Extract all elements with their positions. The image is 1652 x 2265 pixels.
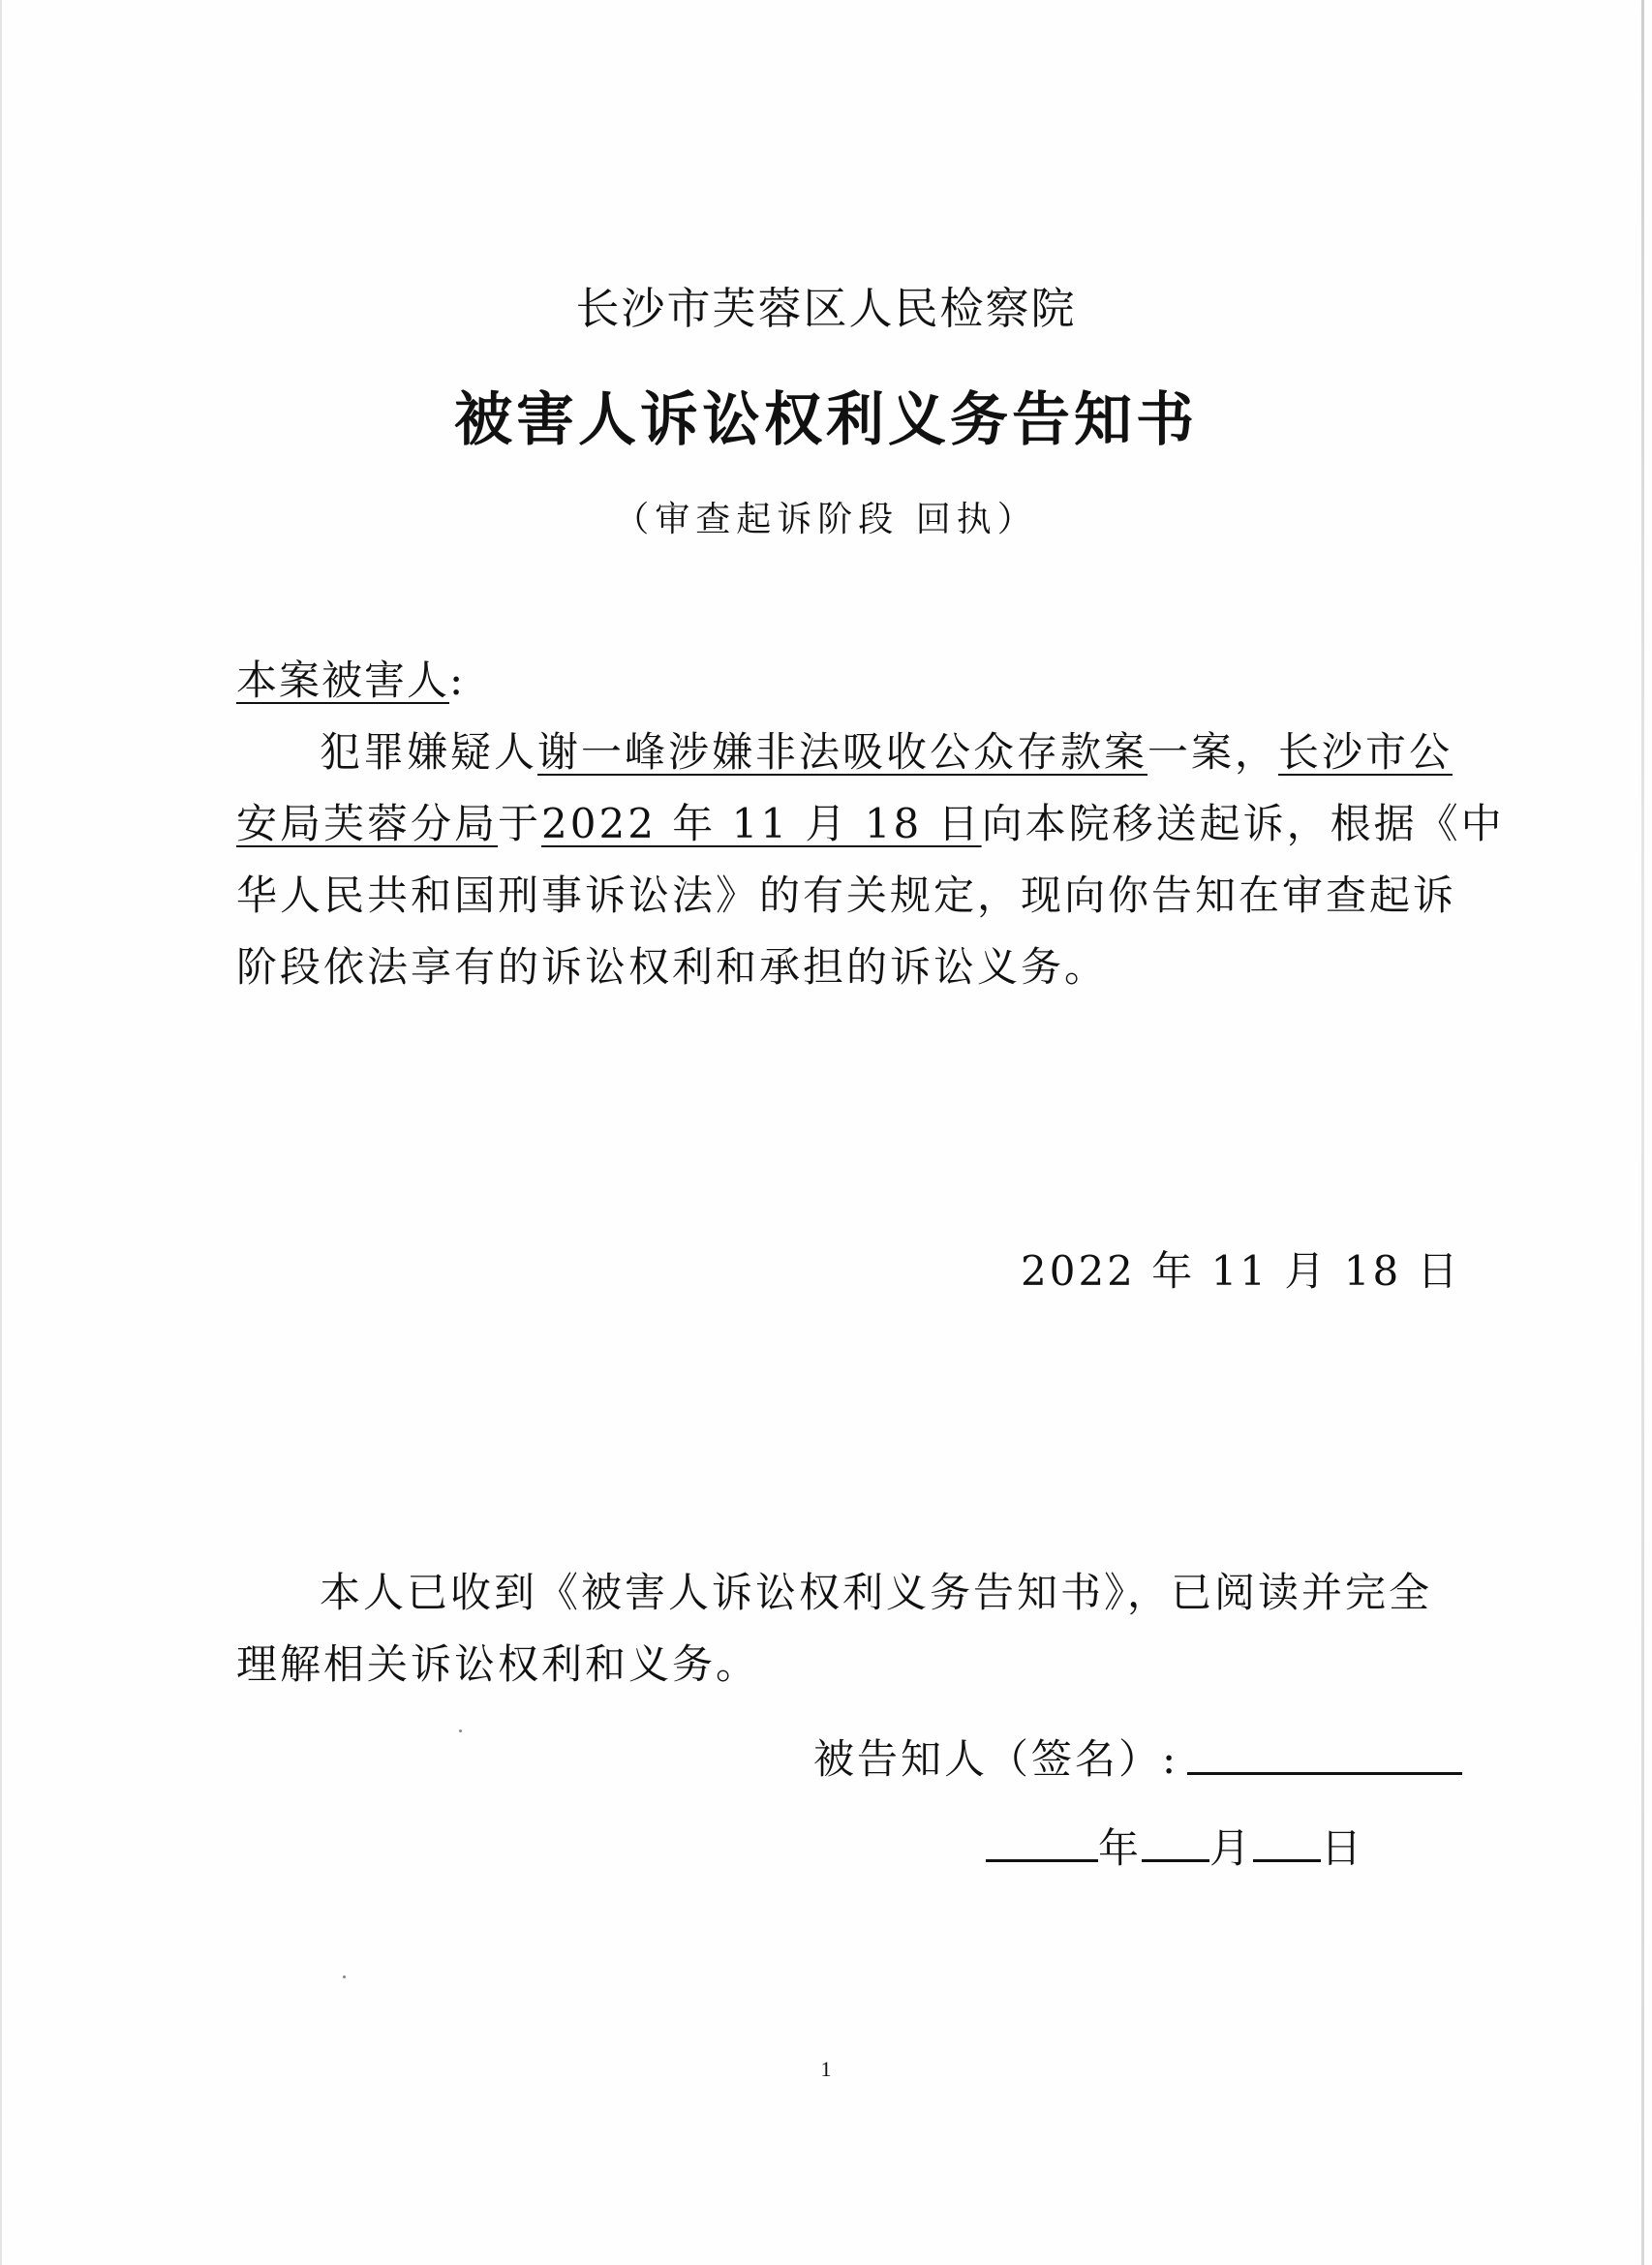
receipt-line-1: 本人已收到《被害人诉讼权利义务告知书》，已阅读并完全 <box>320 1569 1433 1616</box>
body-line1-prefix: 犯罪嫌疑人 <box>320 728 538 776</box>
signature-blank[interactable] <box>1187 1772 1462 1775</box>
case-name: 谢一峰涉嫌非法吸收公众存款案 <box>537 728 1148 776</box>
month-blank[interactable] <box>1142 1821 1209 1862</box>
scan-edge-right <box>1641 0 1644 2265</box>
issue-date: 2022 年 11 月 18 日 <box>1021 1247 1461 1295</box>
scan-speck <box>343 1975 346 1978</box>
page-number: 1 <box>820 2057 832 2081</box>
addressee-colon: : <box>449 657 466 704</box>
day-label: 日 <box>1321 1824 1365 1872</box>
addressee: 本案被害人 <box>236 657 450 704</box>
receipt-line-2: 理解相关诉讼权利和义务。 <box>236 1640 760 1688</box>
body-line-1 <box>320 720 1453 779</box>
organization-name: 长沙市芙蓉区人民检察院 <box>575 283 1077 334</box>
body-line1-mid: 一案， <box>1147 728 1279 776</box>
body-line-3: 华人民共和国刑事诉讼法》的有关规定，现向你告知在审查起诉 <box>236 872 1457 919</box>
body-line2-mid: 于 <box>498 800 542 847</box>
signature-label: 被告知人（签名）: <box>813 1735 1179 1783</box>
signature-date-row <box>986 1817 1364 1875</box>
body-line-4: 阶段依法享有的诉讼权利和承担的诉讼义务。 <box>236 943 1109 991</box>
body-line-2 <box>236 792 1505 850</box>
agency-name-part1: 长沙市公 <box>1278 728 1453 776</box>
year-blank[interactable] <box>986 1821 1098 1862</box>
month-label: 月 <box>1209 1824 1254 1872</box>
scan-edge-left <box>0 0 2 2265</box>
document-subtitle: （审查起诉阶段 回执） <box>614 500 1038 539</box>
transfer-date: 2022 年 11 月 18 日 <box>541 800 982 847</box>
day-blank[interactable] <box>1253 1821 1321 1862</box>
year-label: 年 <box>1098 1824 1143 1872</box>
document-title: 被害人诉讼权利义务告知书 <box>454 386 1198 454</box>
addressee-line <box>236 649 465 707</box>
scan-speck <box>459 1729 462 1732</box>
body-line2-suffix: 向本院移送起诉，根据《中 <box>981 800 1505 847</box>
agency-name-part2: 安局芙蓉分局 <box>236 800 499 847</box>
